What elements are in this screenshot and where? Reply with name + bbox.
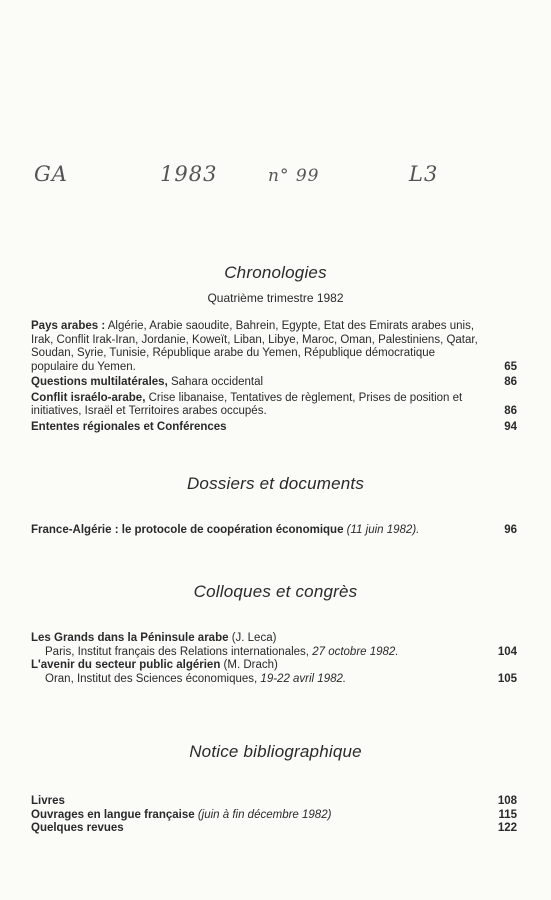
toc-entry-label: Livres [31, 795, 65, 807]
toc-entry-note: (juin à fin décembre 1982) [194, 808, 332, 821]
section-title-dossiers: Dossiers et documents [186, 474, 365, 493]
toc-page-number: 104 [497, 645, 517, 658]
toc-entry-ententes-regionales [31, 421, 517, 435]
toc-page-number: 108 [497, 795, 517, 807]
toc-entry-label: Pays arabes : [31, 320, 106, 332]
toc-entry-author: (M. Drach) [220, 659, 278, 671]
toc-page-number: 86 [504, 376, 517, 388]
handwritten-note-year: 1983 [160, 162, 218, 186]
toc-entry-label: Quelques revues [31, 822, 124, 834]
toc-entry-label: Ouvrages en langue française [31, 808, 195, 821]
toc-entry-label: Ententes régionales et Conférences [31, 420, 227, 433]
toc-entry-avenir-secteur-public [31, 659, 517, 686]
toc-page-number: 122 [497, 822, 517, 834]
chronologies-list [31, 320, 517, 434]
toc-entry-conflit-israelo-arabe [31, 392, 517, 419]
toc-entry-label: Les Grands dans la Péninsule arabe [31, 632, 229, 644]
toc-entry-ouvrages [31, 809, 517, 823]
section-title-chronologies: Chronologies [224, 263, 327, 282]
toc-page-number: 115 [498, 808, 517, 821]
toc-entry-text: Crise libanaise, Tentatives de règlement, Prises de position et initiatives, Israël et Territoires arabes occupés. [31, 391, 463, 417]
toc-page-number: 86 [504, 405, 517, 417]
toc-entry-label: France-Algérie : le protocole de coopération économique [31, 524, 344, 536]
toc-entry-questions-multilaterales [31, 376, 517, 390]
toc-entry-author: (J. Leca) [228, 632, 277, 644]
toc-entry-label: L'avenir du secteur public algérien [31, 659, 221, 671]
toc-entry-place: Oran, Institut des Sciences économiques, [45, 672, 261, 685]
colloques-list [31, 632, 517, 686]
toc-entry-label: Questions multilatérales, [31, 376, 168, 388]
toc-entry-france-algerie [31, 524, 517, 538]
toc-page-number: 65 [504, 360, 517, 373]
toc-entry-livres [31, 795, 517, 809]
handwritten-note-number: n° 99 [268, 166, 320, 186]
dossiers-list [31, 524, 517, 538]
toc-entry-grands-peninsule [31, 632, 517, 659]
toc-entry-revues [31, 822, 517, 836]
handwritten-note-ga: GA [34, 162, 68, 186]
section-title-colloques: Colloques et congrès [193, 582, 358, 601]
toc-entry-text: Algérie, Arabie saoudite, Bahrein, Egypte, Etat des Emirats arabes unis, Irak, Conflit Irak-Iran, Jordanie, Koweït, Liban, Libye, Maroc, Oman, Palestiniens, Qatar, Soudan, Syrie, Tunisie, République arabe du Yemen, République démocratique populaire du Yemen. [31, 320, 478, 373]
toc-page-number: 105 [497, 672, 517, 685]
section-subtitle-chronologies: Quatrième trimestre 1982 [207, 291, 344, 305]
toc-entry-place: Paris, Institut français des Relations internationales, [45, 645, 313, 658]
toc-entry-label: Conflit israélo-arabe, [31, 391, 146, 404]
toc-page-number: 94 [504, 420, 517, 433]
toc-entry-date: (11 juin 1982). [343, 524, 420, 536]
toc-entry-date: 19-22 avril 1982. [260, 672, 347, 685]
toc-entry-date: 27 octobre 1982. [312, 645, 399, 658]
section-title-notice: Notice bibliographique [189, 742, 362, 761]
toc-entry-text: Sahara occidental [167, 376, 264, 388]
toc-page-number: 96 [504, 524, 517, 536]
notice-list [31, 795, 517, 836]
handwritten-note-l3: L3 [409, 162, 439, 186]
toc-entry-pays-arabes [31, 320, 517, 374]
